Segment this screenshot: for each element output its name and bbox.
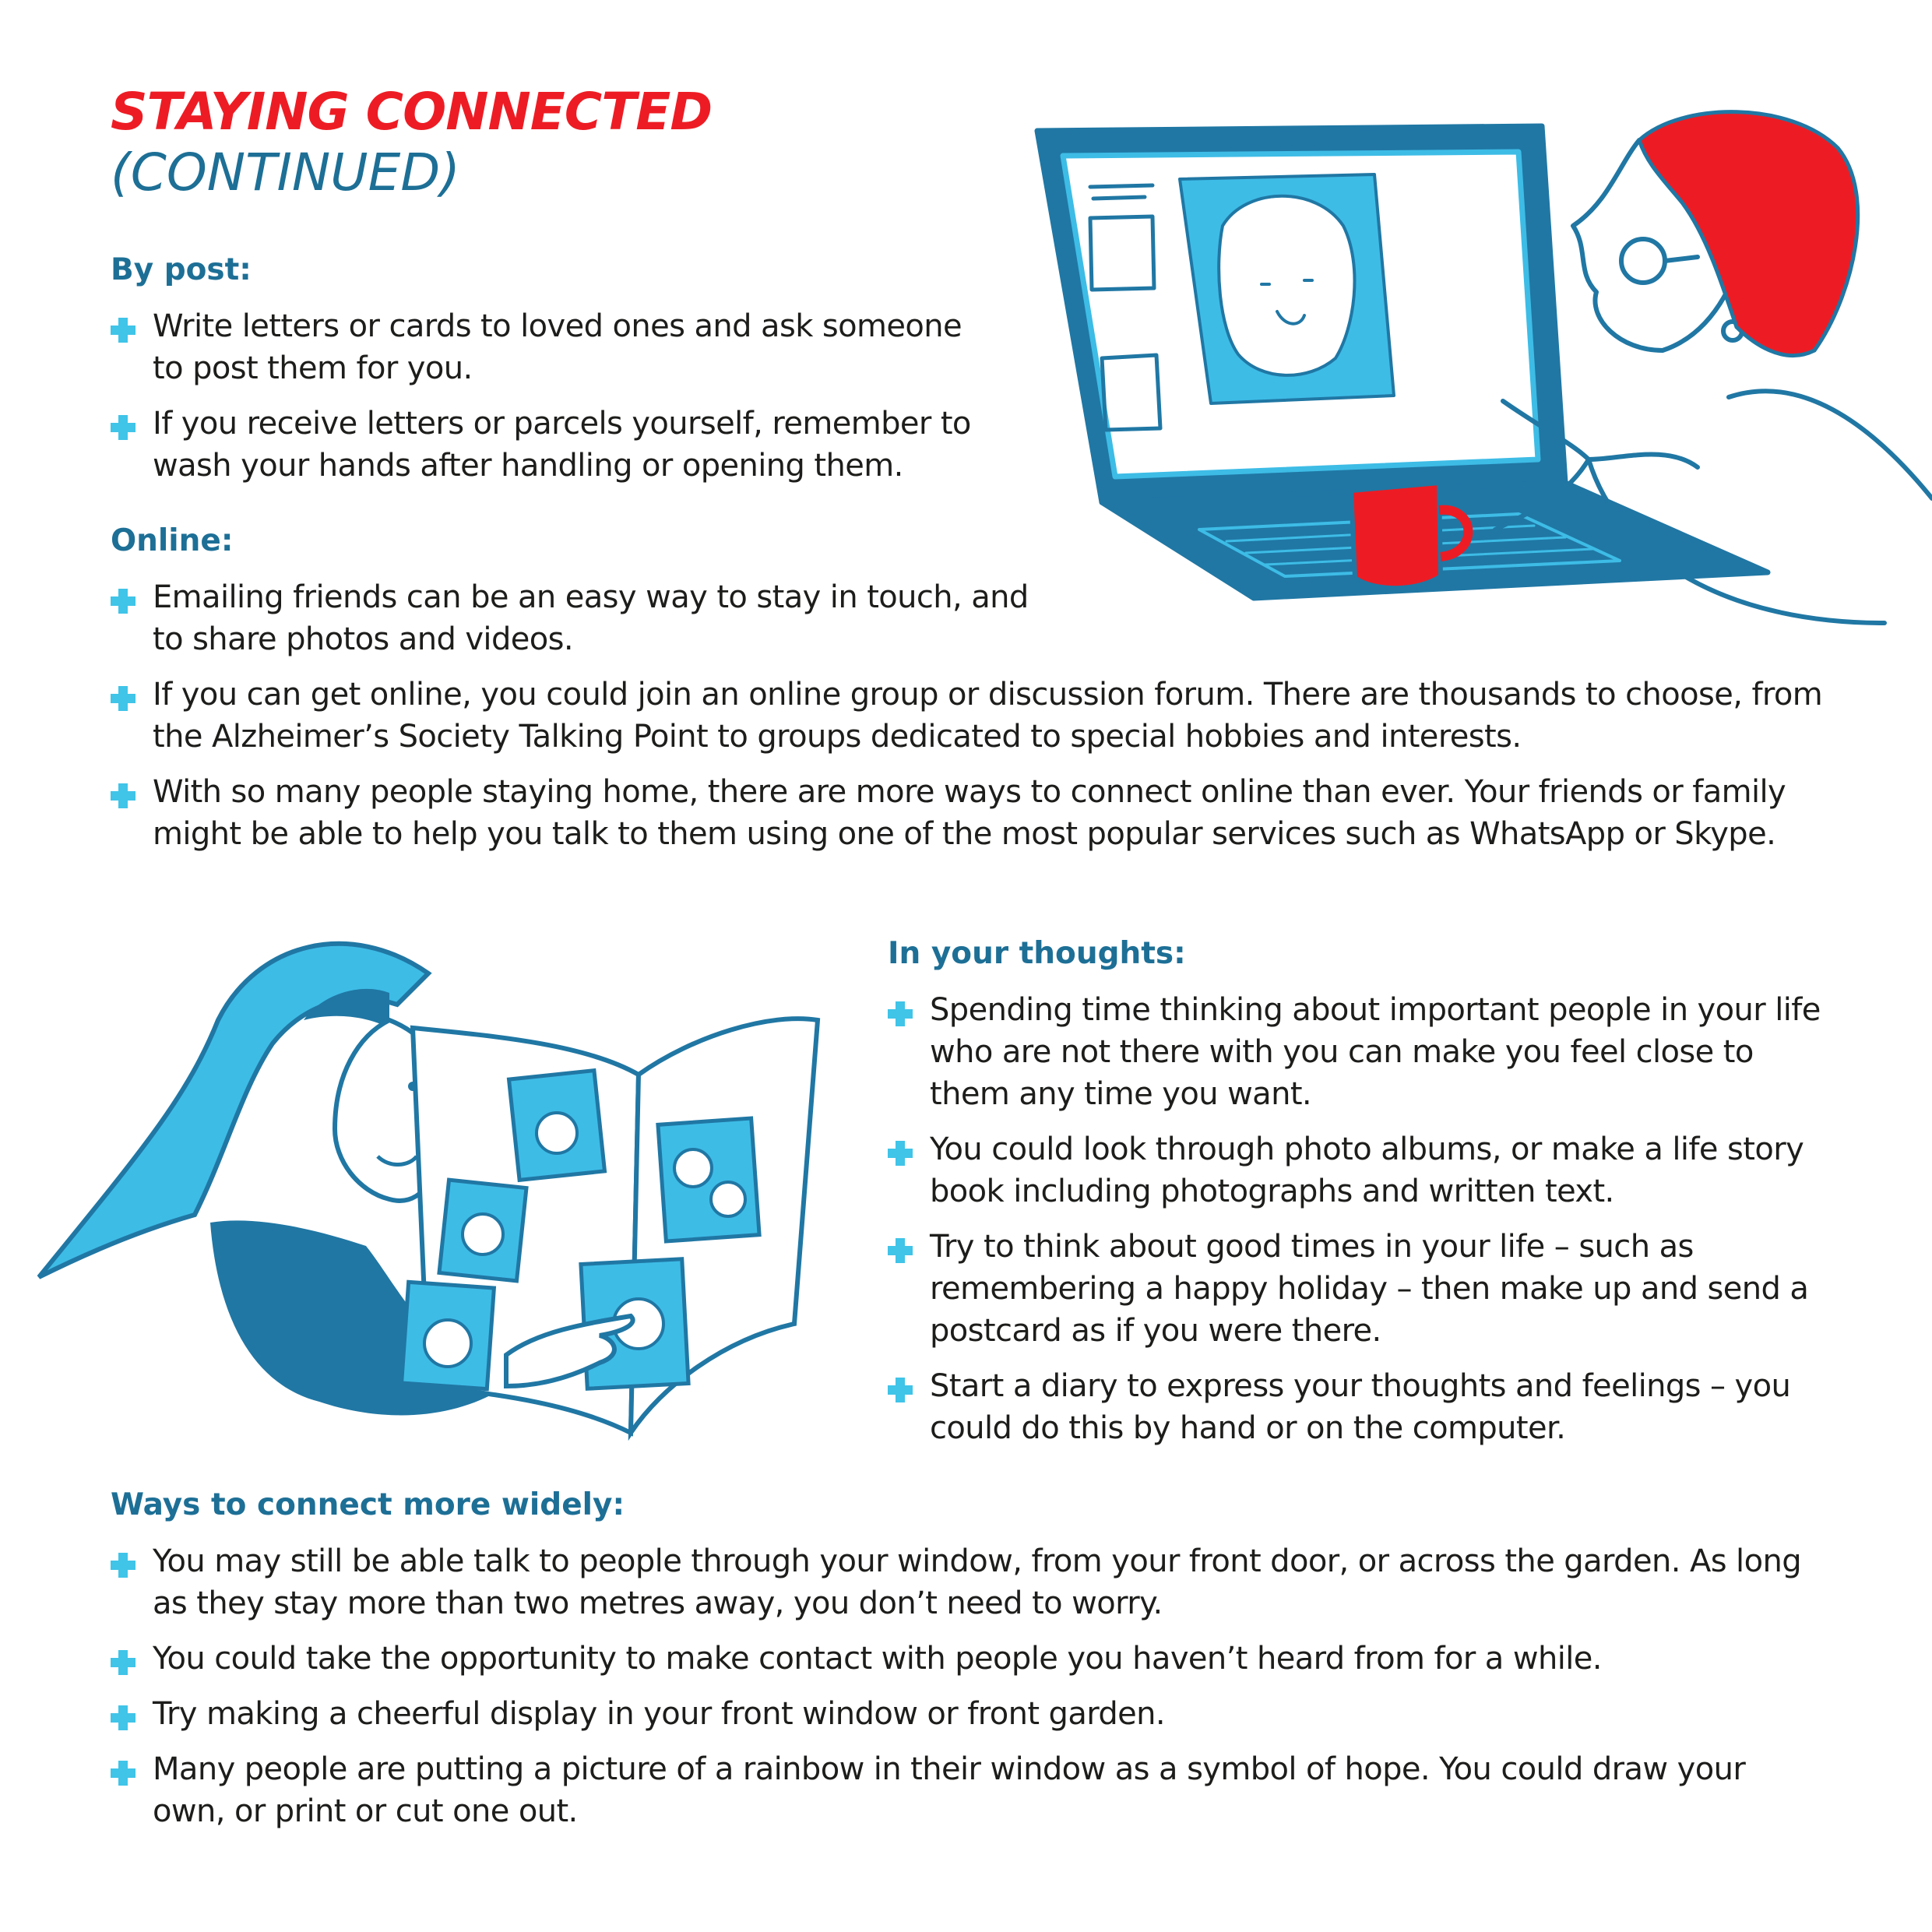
- section-heading-thoughts: In your thoughts:: [888, 936, 1186, 971]
- section-heading-post: By post:: [111, 252, 252, 287]
- page-title: STAYING CONNECTED: [111, 82, 713, 142]
- list-item: You may still be able talk to people through your window, from your front door, or across the garden. As long as they stay more than two metres away, you don’t need to worry.: [111, 1540, 1824, 1624]
- thoughts-list: [888, 989, 1822, 1462]
- list-item: Emailing friends can be an easy way to stay in touch, and to share photos and videos.: [111, 576, 1040, 660]
- list-item: With so many people staying home, there are more ways to connect online than ever. Your friends or family might be able to help you talk to them using one of the most popular services such as WhatsApp or Skype.: [111, 771, 1824, 855]
- page-subtitle: (CONTINUED): [111, 143, 460, 202]
- list-item: If you can get online, you could join an online group or discussion forum. There are thousands to choose, from the Alzheimer’s Society Talking Point to groups dedicated to special hobbies and interests.: [111, 674, 1824, 758]
- list-item: Many people are putting a picture of a rainbow in their window as a symbol of hope. You could draw your own, or print or cut one out.: [111, 1748, 1824, 1832]
- photo-album-illustration: [23, 919, 833, 1448]
- list-item: Try making a cheerful display in your front window or front garden.: [111, 1693, 1824, 1735]
- section-heading-online: Online:: [111, 523, 234, 558]
- plus-bullet-icon: [111, 1650, 135, 1675]
- plus-bullet-icon: [111, 415, 135, 440]
- list-item: If you receive letters or parcels yourself, remember to wash your hands after handling or opening them.: [111, 403, 991, 487]
- plus-bullet-icon: [111, 686, 135, 711]
- plus-bullet-icon: [888, 1238, 913, 1263]
- plus-bullet-icon: [111, 589, 135, 614]
- list-item: Write letters or cards to loved ones and ask someone to post them for you.: [111, 305, 991, 389]
- plus-bullet-icon: [111, 1553, 135, 1578]
- post-list: [111, 305, 991, 500]
- list-item: You could take the opportunity to make contact with people you haven’t heard from for a while.: [111, 1638, 1824, 1680]
- list-item: Start a diary to express your thoughts and feelings – you could do this by hand or on the computer.: [888, 1365, 1822, 1449]
- plus-bullet-icon: [888, 1378, 913, 1402]
- plus-bullet-icon: [111, 1705, 135, 1730]
- plus-bullet-icon: [111, 783, 135, 808]
- laptop-video-call-illustration: [1028, 93, 1932, 639]
- plus-bullet-icon: [111, 1761, 135, 1786]
- list-item: Spending time thinking about important people in your life who are not there with you can make you feel close to them any time you want.: [888, 989, 1822, 1115]
- plus-bullet-icon: [888, 1001, 913, 1026]
- widely-list: [111, 1540, 1824, 1846]
- plus-bullet-icon: [888, 1141, 913, 1166]
- list-item: Try to think about good times in your life – such as remembering a happy holiday – then make up and send a postcard as if you were there.: [888, 1226, 1822, 1352]
- plus-bullet-icon: [111, 318, 135, 343]
- list-item: You could look through photo albums, or make a life story book including photographs and written text.: [888, 1128, 1822, 1212]
- section-heading-widely: Ways to connect more widely:: [111, 1487, 625, 1522]
